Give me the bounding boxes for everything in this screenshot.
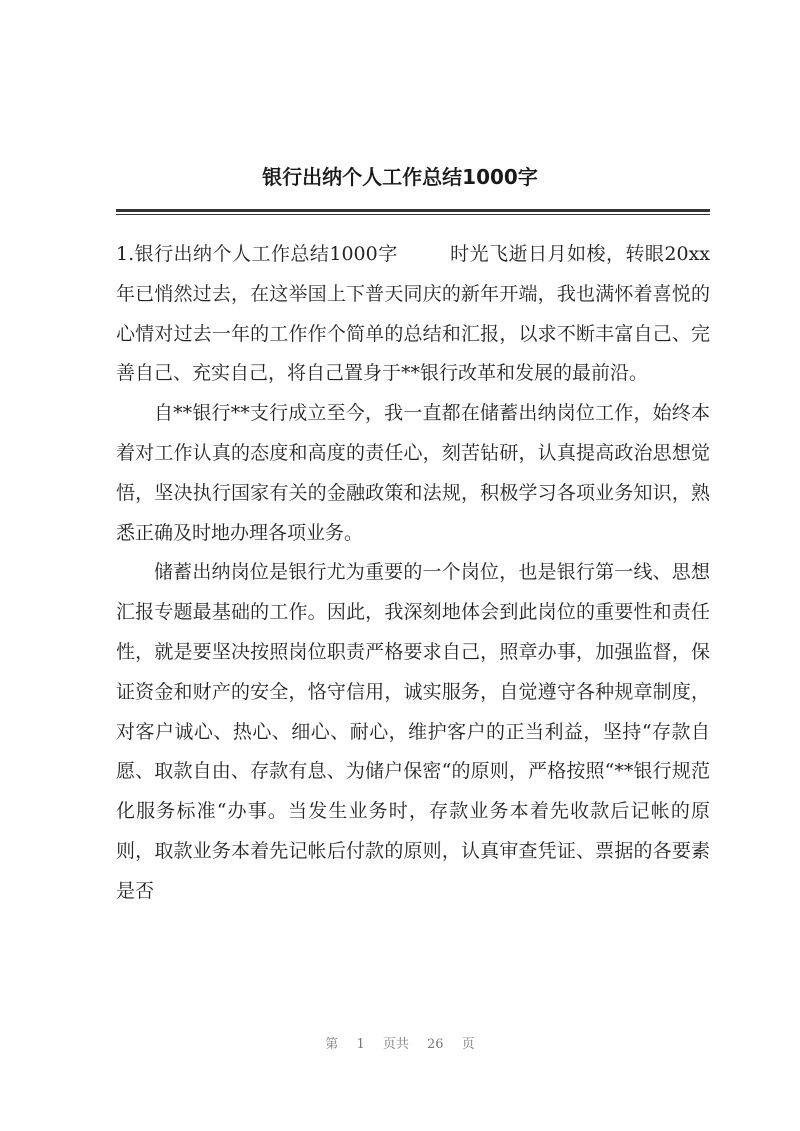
document-body: [116, 235, 710, 912]
paragraph-2: 自**银行**支行成立至今，我一直都在储蓄出纳岗位工作，始终本着对工作认真的态度和高度的责任心，刻苦钻研，认真提高政治思想觉悟，坚决执行国家有关的金融政策和法规，积极学习各项业务知识，熟悉正确及时地办理各项业务。: [116, 402, 710, 544]
footer-prefix: 第: [325, 1037, 339, 1052]
paragraph-1: [116, 235, 710, 394]
paragraph-3: 储蓄出纳岗位是银行尤为重要的一个岗位，也是银行第一线、思想汇报专题最基础的工作。因此，我深刻地体会到此岗位的重要性和责任性，就是要坚决按照岗位职责严格要求自己，照章办事，加强监督，保证资金和财产的安全，恪守信用，诚实服务，自觉遵守各种规章制度，对客户诚心、热心、细心、耐心，维护客户的正当利益，坚持“存款自愿、取款自由、存款有息、为储户保密“的原则，严格按照“**银行规范化服务标准“办事。当发生业务时，存款业务本着先收款后记帐的原则，取款业务本着先记帐后付款的原则，认真审查凭证、票据的各要素是否: [116, 561, 710, 902]
footer-total-pages: 26: [427, 1037, 444, 1052]
footer-middle: 页共: [382, 1037, 409, 1052]
document-title: 银行出纳个人工作总结1000字: [262, 165, 538, 189]
paragraph-1-text: 时光飞逝日月如梭，转眼20xx年已悄然过去，在这举国上下普天同庆的新年开端，我也满怀着喜悦的心情对过去一年的工作作个简单的总结和汇报，以求不断丰富自己、完善自己、充实自己，将自己置身于**银行改革和发展的最前沿。: [116, 243, 711, 385]
footer-suffix: 页: [461, 1037, 475, 1052]
page-footer: [0, 1033, 800, 1052]
title-divider: [116, 209, 710, 215]
paragraph-1-lead: 1.银行出纳个人工作总结1000字: [116, 243, 398, 265]
footer-page-number: 1: [356, 1037, 365, 1052]
